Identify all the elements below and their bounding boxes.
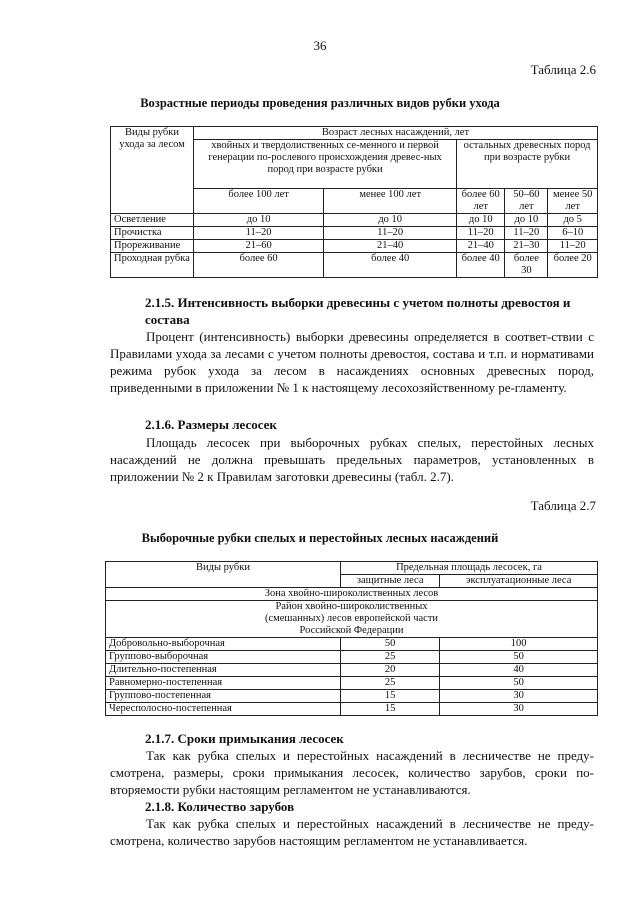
table-row bbox=[111, 240, 598, 253]
table-row bbox=[106, 677, 598, 690]
table-2-7 bbox=[105, 561, 598, 716]
col-type-header: Виды рубки ухода за лесом bbox=[111, 127, 194, 214]
table-row bbox=[106, 664, 598, 677]
row-name: Группово-постепенная bbox=[106, 690, 341, 703]
col-age-header: Возраст лесных насаждений, лет bbox=[194, 127, 598, 140]
cell: 11–20 bbox=[194, 227, 324, 240]
cell: 100 bbox=[440, 638, 598, 651]
cell: 25 bbox=[341, 677, 440, 690]
subcol-header: 50–60 лет bbox=[505, 189, 548, 214]
cell: более 30 bbox=[505, 253, 548, 278]
cell: 20 bbox=[341, 664, 440, 677]
row-name: Равномерно-постепенная bbox=[106, 677, 341, 690]
cell: 6–10 bbox=[548, 227, 598, 240]
table-row bbox=[106, 690, 598, 703]
table-row bbox=[106, 703, 598, 716]
cell: 21–60 bbox=[194, 240, 324, 253]
cell: до 10 bbox=[505, 214, 548, 227]
cell: 50 bbox=[440, 651, 598, 664]
cell: до 10 bbox=[457, 214, 505, 227]
table-row bbox=[106, 651, 598, 664]
section-2-1-6-heading: 2.1.6. Размеры лесосек bbox=[145, 417, 277, 432]
table-row bbox=[111, 214, 598, 227]
cell: 11–20 bbox=[457, 227, 505, 240]
cell: 11–20 bbox=[548, 240, 598, 253]
row-name: Длительно-постепенная bbox=[106, 664, 341, 677]
col-type-header: Виды рубки bbox=[106, 562, 341, 588]
cell: 30 bbox=[440, 703, 598, 716]
table-row bbox=[111, 227, 598, 240]
section-2-1-6-text: Площадь лесосек при выборочных рубках спелых, перестойных лесных насаждений не должна превышать предельных параметров, установленных в приложении № 2 к Правилам заготовки древесины (табл. 2.7). bbox=[110, 435, 594, 484]
row-name: Осветление bbox=[111, 214, 194, 227]
subcol-protective: защитные леса bbox=[341, 575, 440, 588]
subcol-header: более 60 лет bbox=[457, 189, 505, 214]
cell: более 60 bbox=[194, 253, 324, 278]
cell: 11–20 bbox=[324, 227, 457, 240]
table-2-6-title: Возрастные периоды проведения различных видов рубки ухода bbox=[140, 96, 500, 110]
section-2-1-5-text: Процент (интенсивность) выборки древесины определяется в соответ-ствии с Правилами ухода за лесами с учетом полноты древостоя, состава и т.п. и нормативами режима рубок ухода за лесом в насаждениях основных древесных пород, приведенными в приложении № 1 к настоящему лесохозяйственному ре-гламенту. bbox=[110, 329, 594, 395]
section-2-1-8-text: Так как рубка спелых и перестойных насаждений в лесничестве не преду-смотрена, количество зарубов настоящим регламентом не устанавливается. bbox=[110, 816, 594, 848]
group2-header: остальных древесных пород при возрасте рубки bbox=[457, 140, 598, 189]
table-2-7-title: Выборочные рубки спелых и перестойных лесных насаждений bbox=[141, 531, 499, 545]
row-name: Прочистка bbox=[111, 227, 194, 240]
cell: 15 bbox=[341, 703, 440, 716]
col-area-header: Предельная площадь лесосек, га bbox=[341, 562, 598, 575]
cell: 30 bbox=[440, 690, 598, 703]
cell: 21–40 bbox=[457, 240, 505, 253]
subcol-header: менее 50 лет bbox=[548, 189, 598, 214]
section-2-1-8-heading: 2.1.8. Количество зарубов bbox=[145, 799, 295, 814]
group1-header: хвойных и твердолиственных се-менного и первой генерации по-рослевого происхождения древес-ных пород при возрасте рубки bbox=[194, 140, 457, 189]
subcol-header: менее 100 лет bbox=[324, 189, 457, 214]
cell: более 20 bbox=[548, 253, 598, 278]
row-name: Проходная рубка bbox=[111, 253, 194, 278]
cell: более 40 bbox=[457, 253, 505, 278]
cell: 50 bbox=[341, 638, 440, 651]
cell: 11–20 bbox=[505, 227, 548, 240]
page-number: 36 bbox=[313, 38, 327, 53]
cell: 21–30 bbox=[505, 240, 548, 253]
section-2-1-7-text: Так как рубка спелых и перестойных насаждений в лесничестве не преду-смотрена, размеры, сроки примыкания лесосек, количество зарубов, сроки по-вторяемости рубки настоящим регламентом не устанавливаются. bbox=[110, 748, 594, 797]
region-row: Район хвойно-широколиственных (смешанных) лесов европейской части Российской Федерации bbox=[106, 601, 598, 638]
cell: 21–40 bbox=[324, 240, 457, 253]
cell: 25 bbox=[341, 651, 440, 664]
table-row bbox=[106, 638, 598, 651]
cell: 50 bbox=[440, 677, 598, 690]
cell: более 40 bbox=[324, 253, 457, 278]
table-2-6 bbox=[110, 126, 598, 278]
cell: 40 bbox=[440, 664, 598, 677]
zone-row: Зона хвойно-широколиственных лесов bbox=[106, 588, 598, 601]
subcol-exploitation: эксплуатационные леса bbox=[440, 575, 598, 588]
table-2-6-label: Таблица 2.6 bbox=[530, 62, 596, 77]
row-name: Добровольно-выборочная bbox=[106, 638, 341, 651]
row-name: Чересполосно-постепенная bbox=[106, 703, 341, 716]
subcol-header: более 100 лет bbox=[194, 189, 324, 214]
table-row bbox=[111, 253, 598, 278]
cell: до 10 bbox=[324, 214, 457, 227]
row-name: Группово-выборочная bbox=[106, 651, 341, 664]
cell: до 5 bbox=[548, 214, 598, 227]
section-2-1-5-heading: 2.1.5. Интенсивность выборки древесины с учетом полноты древостоя и состава bbox=[145, 295, 571, 327]
cell: до 10 bbox=[194, 214, 324, 227]
cell: 15 bbox=[341, 690, 440, 703]
row-name: Прореживание bbox=[111, 240, 194, 253]
table-2-7-label: Таблица 2.7 bbox=[530, 498, 596, 513]
section-2-1-7-heading: 2.1.7. Сроки примыкания лесосек bbox=[145, 731, 344, 746]
